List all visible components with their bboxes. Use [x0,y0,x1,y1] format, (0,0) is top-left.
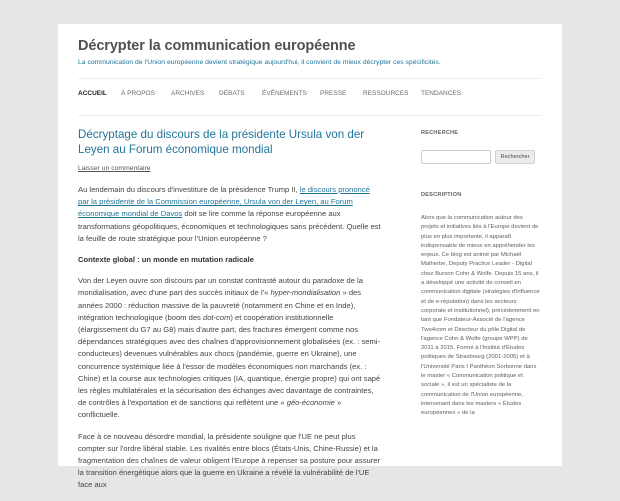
article-title[interactable]: Décryptage du discours de la présidente Ursula von der Leyen au Forum économique mondial [78,128,365,156]
search-input[interactable] [421,150,491,164]
site-description: La communication de l'Union européenne devient stratégique aujourd'hui, il convient de mieux décrypter ces spécificités. [78,59,441,66]
nav-item-presse[interactable]: PRESSE [320,90,347,97]
description-widget-title: DESCRIPTION [421,192,462,198]
search-widget-title: RECHERCHE [421,130,459,136]
nav-item-debats[interactable]: DÉBATS [219,90,245,97]
comment-link[interactable]: Laisser un commentaire [78,165,151,172]
article-content [78,184,382,501]
article-paragraph: Von der Leyen ouvre son discours par un constat contrasté autour du paradoxe de la mondialisation, avec d'une part des succès initiaux de l'« hyper-mondialisation » des années 2000 : réduction massive de la pauvreté (notamment en Chine et en Inde), intégration technologique (boom des dot-com) et coopération institutionnelle (élargissement du G7 au G8) mais d'autre part, des fractures émergent comme nos dépendances stratégiques avec des chaînes d'approvisionnement globalisées (ex. : semi-conducteurs) devenues vulnérables aux chocs (pandémie, guerre en Ukraine), une concurrence systémique liée à l'essor de modèles économiques non marchands (ex. : Chine) et la course aux technologies critiques (IA, quantique, énergie propre) qui ont sapé les règles multilatérales et la sécurisation des échanges avec davantage de contraintes, de contrôles à l'exportation et de sanctions qui reflètent une « géo-économie » conflictuelle. [78,276,381,420]
section-heading: Contexte global : un monde en mutation radicale [78,255,254,265]
nav-item-ressources[interactable]: RESSOURCES [363,90,409,97]
article-paragraph: Face à ce nouveau désordre mondial, la présidente souligne que l'UE ne peut plus compter sur l'ordre libéral stable. Les rivalités entre blocs (États-Unis, Chine-Russie) et la fragmentation des chaînes de valeur obligent l'Europe à repenser sa posture pour assurer la transition énergétique alors que la guerre en Ukraine a révélé la vulnérabilité de l'UE face aux [78,431,381,490]
search-button[interactable]: Rechercher [495,150,535,164]
nav-item-archives[interactable]: ARCHIVES [171,90,205,97]
nav-item-tendances[interactable]: TENDANCES [421,90,462,97]
speech-link[interactable]: le discours prononcé par la présidente de la Commission européenne, Ursula von der Leyen, au Forum économique mondial de Davos [78,185,370,219]
article-paragraph: Au lendemain du discours d'investiture de la présidence Trump II, le discours prononcé par la présidente de la Commission européenne, Ursula von der Leyen, au Forum économique mondial de Davos doit se lire comme la réponse européenne aux transformations géopolitiques, économiques et technologiques sans précédent. Quelle est la feuille de route stratégique pour l'Union européenne ? [78,185,381,243]
nav-item-evenements[interactable]: ÉVÈNEMENTS [262,90,307,97]
site-title[interactable]: Décrypter la communication européenne [78,38,356,54]
description-text: Alors que la communication autour des projets et initiatives liés à l'Europe devient de plus en plus importante, il apparaît indispensable de mieux en appréhender les enjeux. Ce blog est animé par Michaël Malherbe, Deputy Practice Leader - Digital chez Burson Cohn & Wolfe. Depuis 15 ans, il a développé une activité de conseil en communication digitale (stratégies d'influence et de e-réputation) dans les secteurs corporate et institutionnel), précédemment en tant que Fondateur-Associé de l'agence Two4com et Directeur du pôle Digital de l'agence Cohn & Wolfe (groupe WPP) de 2011 à 2015. Formé à l'Institut d'Études politiques de Strasbourg (2001-2005) et à l'Université Paris I Panthéon Sorbonne dans le master « Communication politique et sociale », il est un spécialiste de la communication de l'Union européenne, intervenant dans les masters « Études européennes » de la [421,215,540,417]
main-navigation [78,78,542,116]
page-container [58,24,562,490]
nav-item-a-propos[interactable]: À PROPOS [121,90,155,97]
nav-item-accueil[interactable]: ACCUEIL [78,90,107,97]
